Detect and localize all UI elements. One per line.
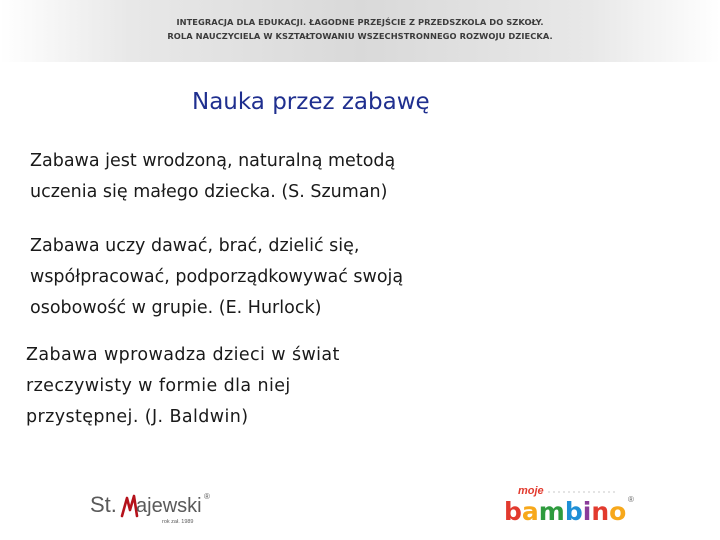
bambino-letter: a: [521, 497, 539, 526]
paragraph-line: Zabawa uczy dawać, brać, dzielić się,: [30, 236, 360, 256]
logo-name-text: ajewski: [136, 495, 202, 517]
paragraph-szuman: [30, 146, 395, 208]
logo-tagline: rok zał. 1989: [162, 519, 194, 525]
st-majewski-logo: [88, 486, 218, 526]
paragraph-line: przystępnej. (J. Baldwin): [26, 407, 249, 427]
paragraph-line: Zabawa jest wrodzoną, naturalną metodą: [30, 151, 396, 171]
bambino-letter: i: [582, 497, 592, 526]
slide-title: Nauka przez zabawę: [192, 89, 430, 115]
paragraph-line: współpracować, podporządkowywać swoją: [30, 267, 404, 287]
paragraph-line: uczenia się małego dziecka. (S. Szuman): [30, 182, 388, 202]
header-title-line-2: ROLA NAUCZYCIELA W KSZTAŁTOWANIU WSZECHSTRONNEGO ROZWOJU DZIECKA.: [167, 31, 553, 41]
header-title-line-1: INTEGRACJA DLA EDUKACJI. ŁAGODNE PRZEJŚCIE Z PRZEDSZKOLA DO SZKOŁY.: [176, 17, 544, 27]
bambino-letter: m: [538, 497, 565, 526]
logo-st-text: St.: [90, 492, 117, 517]
bambino-letter: b: [564, 497, 583, 526]
paragraph-baldwin: [26, 340, 340, 433]
bambino-letter: o: [609, 497, 627, 526]
bambino-letter: n: [591, 497, 610, 526]
bambino-letter: b: [504, 497, 522, 526]
logo-registered-mark: ®: [204, 492, 210, 501]
logo-moje-text: moje: [518, 485, 544, 497]
header-banner: [0, 0, 720, 62]
paragraph-line: Zabawa wprowadza dzieci w świat: [26, 345, 340, 365]
paragraph-hurlock: [30, 231, 403, 324]
logo-bambino-text: [504, 497, 626, 526]
logo-registered-mark: ®: [628, 495, 634, 504]
paragraph-line: osobowość w grupie. (E. Hurlock): [30, 298, 322, 318]
moje-bambino-logo: [500, 480, 640, 526]
logo-m-mark: [122, 496, 137, 516]
paragraph-line: rzeczywisty w formie dla niej: [26, 376, 291, 396]
